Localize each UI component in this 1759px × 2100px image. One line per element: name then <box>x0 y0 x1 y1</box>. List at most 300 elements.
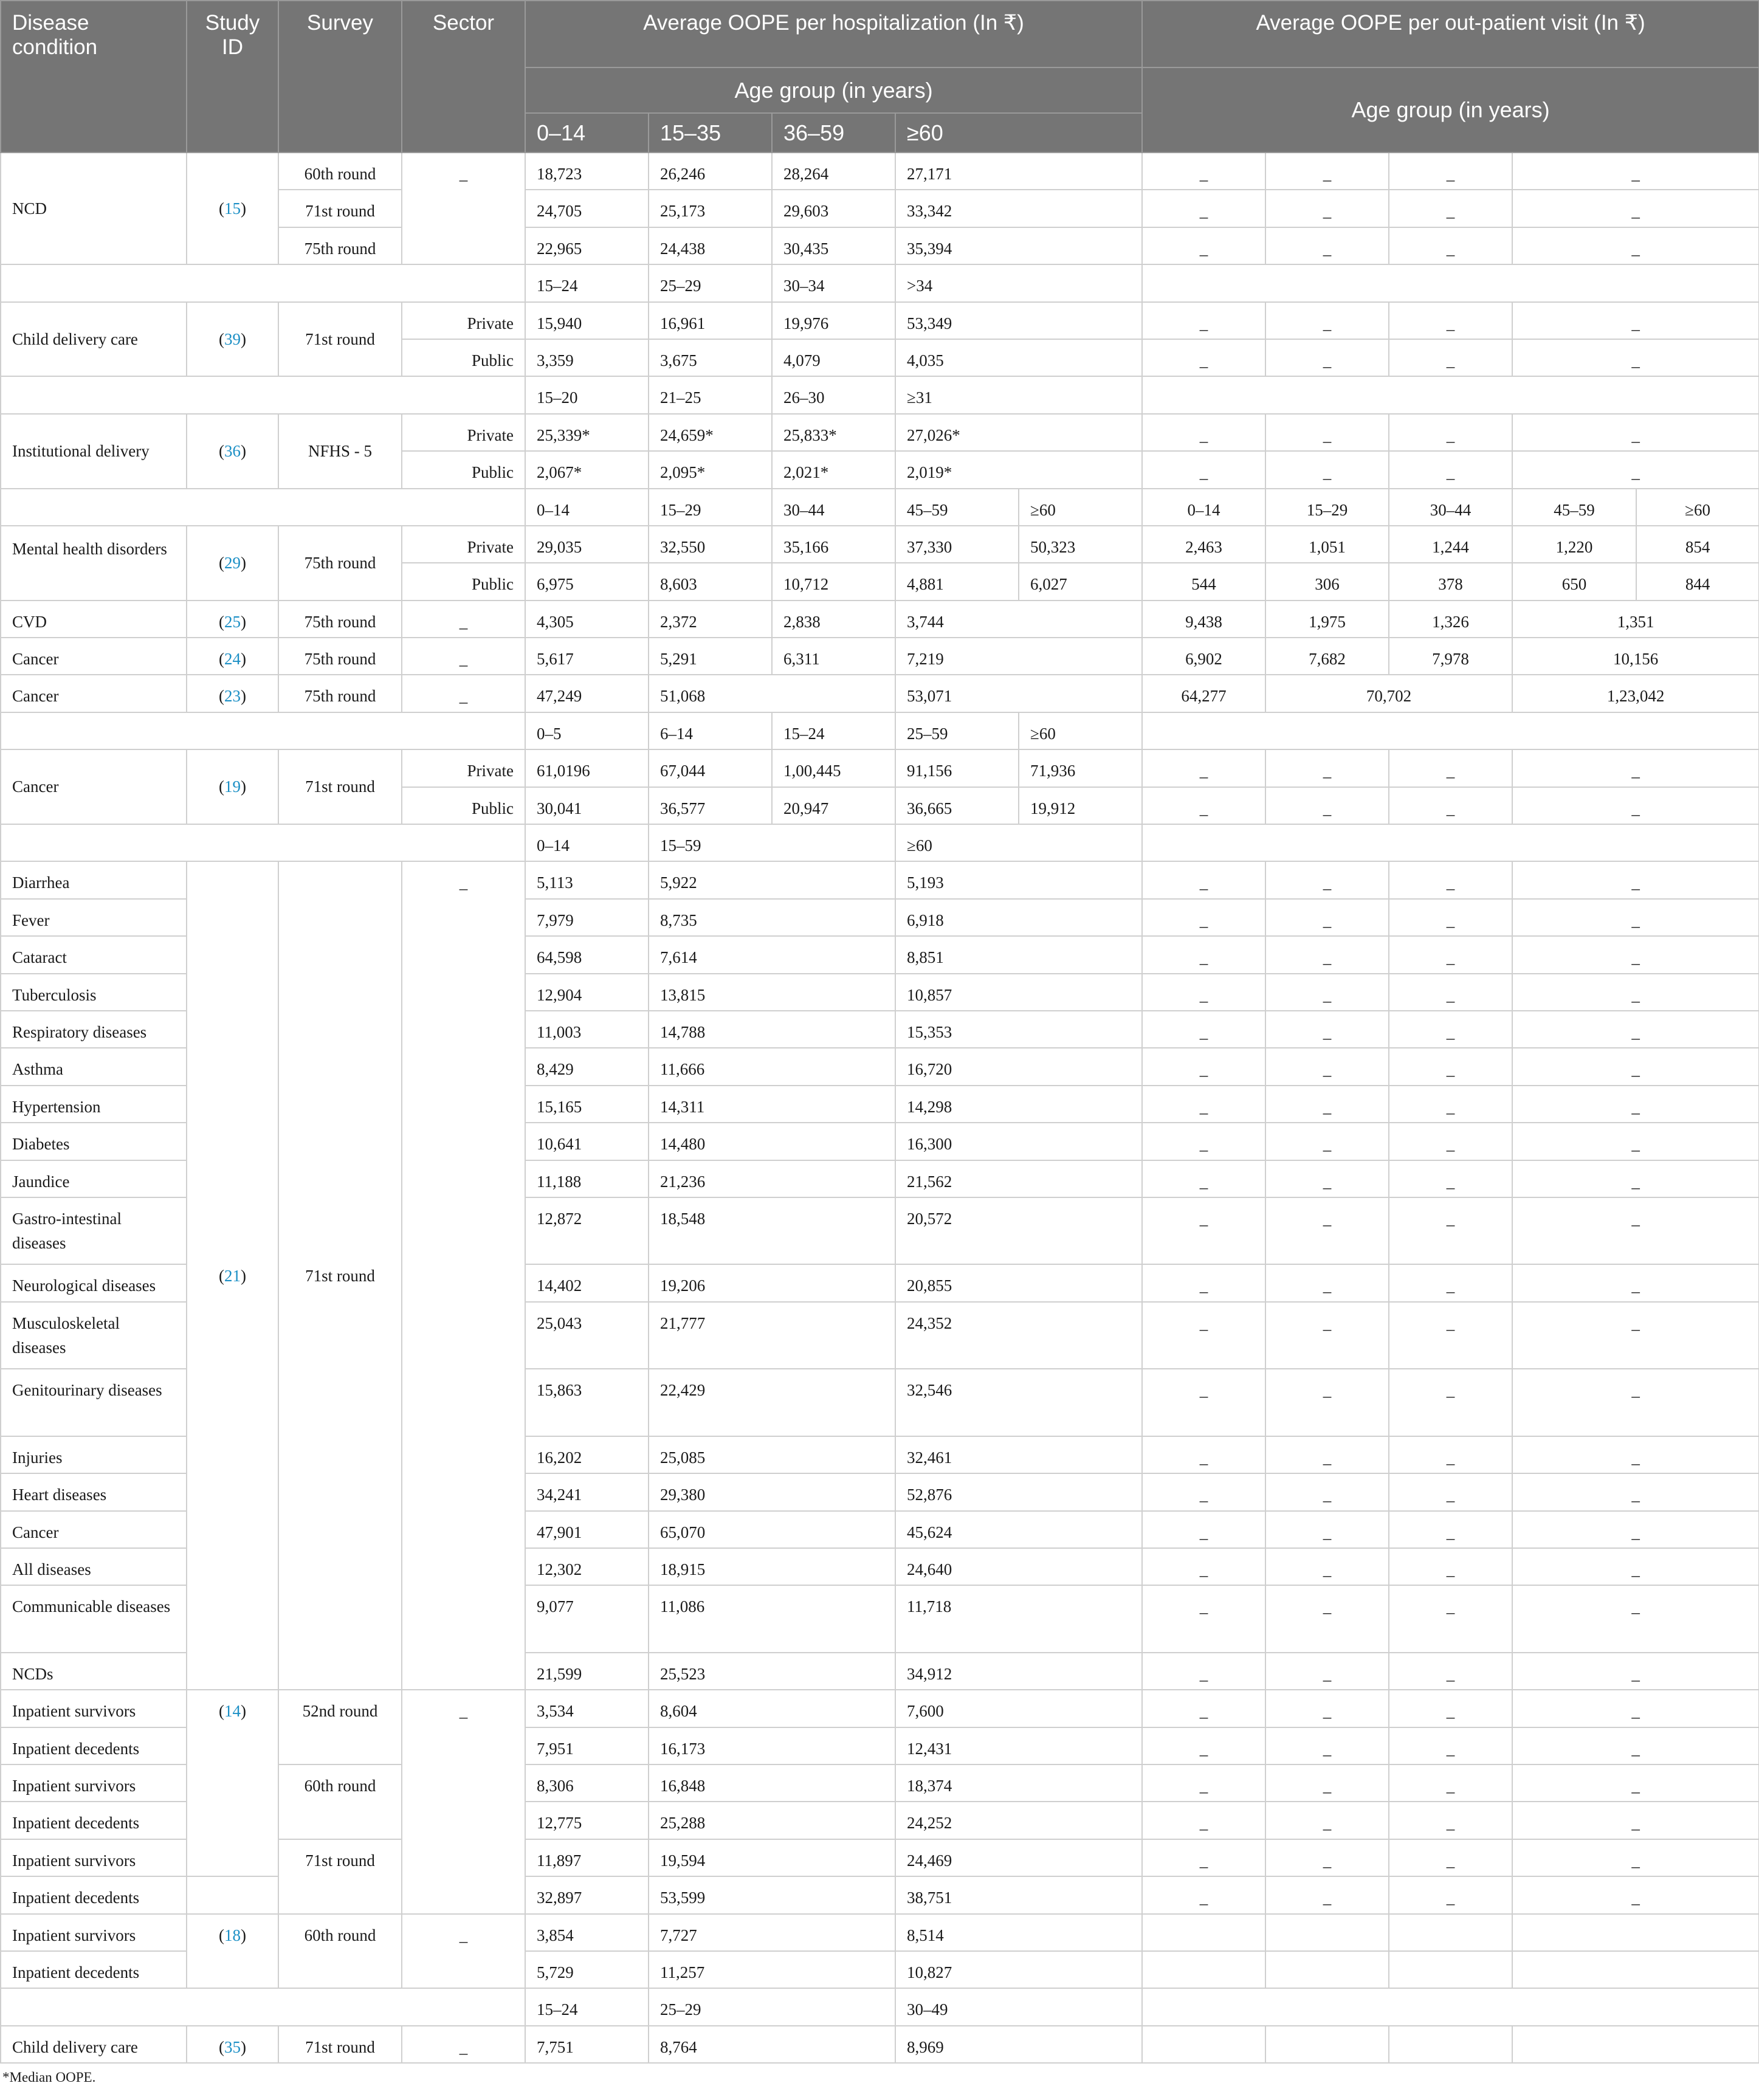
value-cell: 20,947 <box>772 787 895 824</box>
disease-label: Communicable diseases <box>1 1585 187 1653</box>
op-cell: _ <box>1265 1473 1389 1510</box>
op-cell: _ <box>1389 1839 1512 1876</box>
op-cell: _ <box>1389 1011 1512 1048</box>
study-ref-link[interactable]: 25 <box>224 612 241 631</box>
age-group-row <box>1 1988 1759 2025</box>
table-body <box>1 153 1759 861</box>
study-id-cell: (24) <box>187 638 278 675</box>
op-cell: _ <box>1389 787 1512 824</box>
op-cell: _ <box>1265 861 1389 898</box>
age-label: ≥31 <box>895 376 1142 413</box>
value-cell: 18,723 <box>525 153 649 190</box>
value-cell: 25,523 <box>649 1653 895 1690</box>
op-cell: _ <box>1142 190 1265 227</box>
op-cell: _ <box>1142 899 1265 936</box>
table-row <box>1 1876 1759 1913</box>
sector-cell: _ <box>402 675 525 712</box>
study-id-cell: (23) <box>187 675 278 712</box>
op-cell: _ <box>1265 1585 1389 1653</box>
study-id-cell: (21) <box>187 861 278 1690</box>
op-cell: _ <box>1512 1876 1759 1913</box>
op-cell: 1,244 <box>1389 526 1512 563</box>
op-cell: _ <box>1265 749 1389 787</box>
sector-cell: Private <box>402 302 525 339</box>
value-cell: 7,600 <box>895 1690 1142 1727</box>
age-label: 15–24 <box>525 264 649 301</box>
op-cell: _ <box>1265 1436 1389 1473</box>
value-cell: 71,936 <box>1019 749 1142 787</box>
value-cell: 8,604 <box>649 1690 895 1727</box>
op-cell: _ <box>1142 1690 1265 1727</box>
study-ref-link[interactable]: 39 <box>224 329 241 348</box>
survey-cell: 71st round <box>278 2026 402 2063</box>
sector-cell: Public <box>402 563 525 600</box>
value-cell: 25,339* <box>525 414 649 451</box>
disease-cancer: Cancer <box>1 749 187 824</box>
age-label: 15–24 <box>525 1988 649 2025</box>
op-cell: _ <box>1389 1802 1512 1839</box>
survey-cell: 71st round <box>278 861 402 1690</box>
op-cell: _ <box>1265 190 1389 227</box>
sector-cell: _ <box>402 1690 525 1913</box>
header-age-group-op: Age group (in years) <box>1142 67 1759 153</box>
op-cell: _ <box>1389 1436 1512 1473</box>
value-cell: 10,857 <box>895 974 1142 1011</box>
table-row <box>1 861 1759 898</box>
op-cell: _ <box>1265 1690 1389 1727</box>
value-cell: 53,071 <box>895 675 1142 712</box>
op-cell: _ <box>1142 302 1265 339</box>
sector-cell: Public <box>402 787 525 824</box>
op-cell: 1,051 <box>1265 526 1389 563</box>
value-cell: 65,070 <box>649 1511 895 1548</box>
value-cell: 19,976 <box>772 302 895 339</box>
op-cell: _ <box>1265 1302 1389 1369</box>
value-cell: 15,353 <box>895 1011 1142 1048</box>
value-cell: 18,374 <box>895 1764 1142 1802</box>
sector-cell: _ <box>402 2026 525 2063</box>
age-label: 26–30 <box>772 376 895 413</box>
op-cell: _ <box>1142 1011 1265 1048</box>
op-cell: _ <box>1512 1653 1759 1690</box>
age-label: 25–29 <box>649 1988 895 2025</box>
value-cell: 67,044 <box>649 749 772 787</box>
age-group-row <box>1 489 1759 526</box>
op-cell: _ <box>1142 1727 1265 1764</box>
op-cell: _ <box>1512 1473 1759 1510</box>
value-cell: 10,641 <box>525 1123 649 1160</box>
table-row <box>1 526 1759 563</box>
value-cell: 64,598 <box>525 936 649 973</box>
value-cell: 4,881 <box>895 563 1019 600</box>
value-cell: 29,603 <box>772 190 895 227</box>
value-cell: 8,514 <box>895 1914 1142 1951</box>
value-cell: 30,041 <box>525 787 649 824</box>
op-cell: _ <box>1389 1369 1512 1436</box>
op-cell: _ <box>1265 1011 1389 1048</box>
value-cell: 7,219 <box>895 638 1142 675</box>
disease-label: Tuberculosis <box>1 974 187 1011</box>
disease-label: Cancer <box>1 1511 187 1548</box>
age-label: 30–49 <box>895 1988 1142 2025</box>
op-cell: 7,682 <box>1265 638 1389 675</box>
op-cell: _ <box>1142 451 1265 488</box>
value-cell: 12,302 <box>525 1548 649 1585</box>
value-cell: 21,599 <box>525 1653 649 1690</box>
value-cell: 12,904 <box>525 974 649 1011</box>
op-cell: _ <box>1389 339 1512 376</box>
value-cell: 50,323 <box>1019 526 1142 563</box>
study-id-cell: (36) <box>187 414 278 489</box>
op-cell: 544 <box>1142 563 1265 600</box>
value-cell: 11,666 <box>649 1048 895 1085</box>
survey-cell: 71st round <box>278 1839 402 1914</box>
value-cell: 3,675 <box>649 339 772 376</box>
op-cell: _ <box>1142 153 1265 190</box>
op-cell: _ <box>1142 1548 1265 1585</box>
op-cell: _ <box>1265 227 1389 264</box>
value-cell: 29,380 <box>649 1473 895 1510</box>
value-cell: 6,027 <box>1019 563 1142 600</box>
op-cell: 9,438 <box>1142 601 1265 638</box>
op-cell: 70,702 <box>1265 675 1512 712</box>
op-cell: 1,975 <box>1265 601 1389 638</box>
value-cell: 3,744 <box>895 601 1142 638</box>
value-cell: 20,855 <box>895 1264 1142 1301</box>
value-cell: 19,912 <box>1019 787 1142 824</box>
value-cell: 13,815 <box>649 974 895 1011</box>
op-cell: _ <box>1265 899 1389 936</box>
header-age-60-plus: ≥60 <box>895 113 1142 153</box>
disease-label: Inpatient decedents <box>1 1951 187 1988</box>
op-cell: _ <box>1389 749 1512 787</box>
op-cell: _ <box>1389 1690 1512 1727</box>
op-cell: _ <box>1142 1436 1265 1473</box>
op-cell: _ <box>1512 749 1759 787</box>
age-label: 15–24 <box>772 712 895 749</box>
table-footnote: *Median OOPE. <box>2 2070 96 2085</box>
op-cell: 2,463 <box>1142 526 1265 563</box>
op-cell: _ <box>1265 1653 1389 1690</box>
value-cell: 12,872 <box>525 1197 649 1265</box>
age-group-row <box>1 824 1759 861</box>
study-id-cell <box>187 1876 278 1913</box>
disease-ncd: NCD <box>1 153 187 264</box>
value-cell: 8,603 <box>649 563 772 600</box>
op-cell: _ <box>1512 1011 1759 1048</box>
study-ref-link[interactable]: 18 <box>224 1926 241 1944</box>
study-ref-link[interactable]: 15 <box>224 199 241 218</box>
value-cell: 32,461 <box>895 1436 1142 1473</box>
value-cell: 14,311 <box>649 1086 895 1123</box>
op-cell: _ <box>1142 1264 1265 1301</box>
op-cell: _ <box>1512 1690 1759 1727</box>
disease-label: Diabetes <box>1 1123 187 1160</box>
table-row <box>1 153 1759 190</box>
op-cell: 854 <box>1636 526 1759 563</box>
op-cell: _ <box>1512 1123 1759 1160</box>
age-label: 25–59 <box>895 712 1019 749</box>
table-row <box>1 302 1759 339</box>
op-cell: _ <box>1265 1839 1389 1876</box>
value-cell: 24,469 <box>895 1839 1142 1876</box>
age-label: 30–34 <box>772 264 895 301</box>
table-row <box>1 414 1759 451</box>
disease-child-delivery: Child delivery care <box>1 2026 187 2063</box>
value-cell: 32,546 <box>895 1369 1142 1436</box>
age-label: ≥60 <box>1019 489 1142 526</box>
value-cell: 24,640 <box>895 1548 1142 1585</box>
value-cell: 12,775 <box>525 1802 649 1839</box>
sector-cell: Private <box>402 414 525 451</box>
value-cell: 38,751 <box>895 1876 1142 1913</box>
table-row <box>1 1690 1759 1727</box>
age-label: 0–14 <box>1142 489 1265 526</box>
op-cell: _ <box>1142 1802 1265 1839</box>
header-study-id: Study ID <box>187 1 278 153</box>
op-cell: _ <box>1265 1727 1389 1764</box>
value-cell: 22,429 <box>649 1369 895 1436</box>
op-cell: _ <box>1389 1876 1512 1913</box>
op-cell: _ <box>1512 1511 1759 1548</box>
sector-cell: Public <box>402 339 525 376</box>
value-cell: 51,068 <box>649 675 895 712</box>
age-label: 45–59 <box>895 489 1019 526</box>
value-cell: 8,306 <box>525 1764 649 1802</box>
survey-cell: 60th round <box>278 153 402 190</box>
age-label: 0–14 <box>525 824 649 861</box>
op-cell: _ <box>1512 1302 1759 1369</box>
age-label: 15–59 <box>649 824 895 861</box>
value-cell: 35,166 <box>772 526 895 563</box>
op-cell: _ <box>1512 190 1759 227</box>
op-cell: _ <box>1142 1653 1265 1690</box>
op-cell: _ <box>1512 1764 1759 1802</box>
op-cell: _ <box>1265 787 1389 824</box>
table-row <box>1 601 1759 638</box>
sector-cell: _ <box>402 861 525 1690</box>
op-cell: _ <box>1512 451 1759 488</box>
value-cell: 30,435 <box>772 227 895 264</box>
survey-cell: 52nd round <box>278 1690 402 1764</box>
op-cell: _ <box>1142 1369 1265 1436</box>
header-age-group-hosp: Age group (in years) <box>525 67 1142 113</box>
op-cell: _ <box>1389 899 1512 936</box>
study-id-cell: (35) <box>187 2026 278 2063</box>
op-cell: 1,351 <box>1512 601 1759 638</box>
age-group-row <box>1 264 1759 301</box>
op-cell: _ <box>1142 227 1265 264</box>
op-cell: _ <box>1512 1839 1759 1876</box>
value-cell: 32,897 <box>525 1876 649 1913</box>
op-cell: 1,220 <box>1512 526 1636 563</box>
op-cell: _ <box>1512 1264 1759 1301</box>
study-21-block <box>1 861 1759 1690</box>
op-cell: _ <box>1389 190 1512 227</box>
op-cell: _ <box>1512 339 1759 376</box>
sector-cell: Public <box>402 451 525 488</box>
value-cell: 25,833* <box>772 414 895 451</box>
disease-label: Inpatient survivors <box>1 1839 187 1876</box>
op-cell: 1,23,042 <box>1512 675 1759 712</box>
survey-cell: 75th round <box>278 638 402 675</box>
disease-label: Inpatient survivors <box>1 1914 187 1951</box>
header-outpatient: Average OOPE per out-patient visit (In ₹) <box>1142 1 1759 67</box>
value-cell: 8,851 <box>895 936 1142 973</box>
value-cell: 8,429 <box>525 1048 649 1085</box>
disease-label: Inpatient decedents <box>1 1802 187 1839</box>
value-cell: 36,577 <box>649 787 772 824</box>
disease-label: Jaundice <box>1 1160 187 1197</box>
value-cell: 36,665 <box>895 787 1019 824</box>
study-ref-link[interactable]: 29 <box>224 554 241 573</box>
value-cell: 15,863 <box>525 1369 649 1436</box>
value-cell: 35,394 <box>895 227 1142 264</box>
value-cell: 7,751 <box>525 2026 649 2063</box>
survey-cell: 60th round <box>278 1914 402 1989</box>
value-cell: 5,617 <box>525 638 649 675</box>
value-cell: 24,705 <box>525 190 649 227</box>
table-header <box>1 1 1759 153</box>
study-id-cell: (19) <box>187 749 278 824</box>
disease-label: Inpatient decedents <box>1 1876 187 1913</box>
disease-label: Hypertension <box>1 1086 187 1123</box>
value-cell: 19,206 <box>649 1264 895 1301</box>
value-cell: 4,035 <box>895 339 1142 376</box>
age-label: 45–59 <box>1512 489 1636 526</box>
op-cell: _ <box>1512 1548 1759 1585</box>
value-cell: 24,659* <box>649 414 772 451</box>
value-cell: 11,086 <box>649 1585 895 1653</box>
study-id-cell: (18) <box>187 1914 278 1989</box>
op-cell: _ <box>1265 1511 1389 1548</box>
value-cell: 7,614 <box>649 936 895 973</box>
op-cell: _ <box>1389 153 1512 190</box>
op-cell: _ <box>1142 1048 1265 1085</box>
op-cell: _ <box>1265 1197 1389 1265</box>
table-row <box>1 2026 1759 2063</box>
value-cell: 5,729 <box>525 1951 649 1988</box>
value-cell: 4,305 <box>525 601 649 638</box>
survey-cell: 75th round <box>278 601 402 638</box>
op-cell: 64,277 <box>1142 675 1265 712</box>
disease-label: Gastro-intestinal diseases <box>1 1197 187 1265</box>
op-cell: 844 <box>1636 563 1759 600</box>
value-cell: 5,193 <box>895 861 1142 898</box>
value-cell: 25,288 <box>649 1802 895 1839</box>
study-id-cell: (39) <box>187 302 278 377</box>
disease-label: Injuries <box>1 1436 187 1473</box>
disease-mental-health: Mental health disorders <box>1 526 187 601</box>
disease-label: Neurological diseases <box>1 1264 187 1301</box>
disease-label: Diarrhea <box>1 861 187 898</box>
table-row <box>1 675 1759 712</box>
value-cell: 6,975 <box>525 563 649 600</box>
sector-cell: _ <box>402 638 525 675</box>
disease-label: All diseases <box>1 1548 187 1585</box>
disease-label: Genitourinary diseases <box>1 1369 187 1436</box>
value-cell: 11,188 <box>525 1160 649 1197</box>
value-cell: 11,003 <box>525 1011 649 1048</box>
op-cell: _ <box>1142 861 1265 898</box>
value-cell: 61,0196 <box>525 749 649 787</box>
disease-label: Asthma <box>1 1048 187 1085</box>
study-ref-link[interactable]: 21 <box>224 1266 241 1285</box>
survey-cell: 71st round <box>278 302 402 377</box>
value-cell: 15,940 <box>525 302 649 339</box>
op-cell: _ <box>1265 1369 1389 1436</box>
age-label: >34 <box>895 264 1142 301</box>
value-cell: 21,236 <box>649 1160 895 1197</box>
study-ref-link[interactable]: 36 <box>224 441 241 460</box>
op-cell: _ <box>1142 1086 1265 1123</box>
op-cell: _ <box>1142 974 1265 1011</box>
op-cell: _ <box>1265 1123 1389 1160</box>
value-cell: 16,848 <box>649 1764 895 1802</box>
study-ref-link[interactable]: 23 <box>224 687 241 706</box>
disease-label: Inpatient survivors <box>1 1690 187 1727</box>
header-survey: Survey <box>278 1 402 153</box>
study-ref-link[interactable]: 14 <box>224 1702 241 1721</box>
survey-cell: 75th round <box>278 526 402 601</box>
value-cell: 2,372 <box>649 601 772 638</box>
value-cell: 34,241 <box>525 1473 649 1510</box>
op-cell: _ <box>1265 414 1389 451</box>
op-cell: _ <box>1265 1802 1389 1839</box>
study-id-cell: (15) <box>187 153 278 264</box>
value-cell: 1,00,445 <box>772 749 895 787</box>
age-label: 30–44 <box>772 489 895 526</box>
value-cell: 6,918 <box>895 899 1142 936</box>
op-cell: _ <box>1265 451 1389 488</box>
survey-cell: 75th round <box>278 227 402 264</box>
study-ref-link[interactable]: 35 <box>224 2037 241 2056</box>
value-cell: 16,173 <box>649 1727 895 1764</box>
op-cell: _ <box>1512 302 1759 339</box>
survey-cell: NFHS - 5 <box>278 414 402 489</box>
study-ref-link[interactable]: 19 <box>224 777 241 796</box>
age-label: ≥60 <box>895 824 1142 861</box>
disease-label: Respiratory diseases <box>1 1011 187 1048</box>
study-id-cell: (14) <box>187 1690 278 1876</box>
op-cell: _ <box>1389 974 1512 1011</box>
op-cell: 6,902 <box>1142 638 1265 675</box>
age-label: 0–14 <box>525 489 649 526</box>
sector-cell: _ <box>402 601 525 638</box>
op-cell: _ <box>1389 1653 1512 1690</box>
op-cell: _ <box>1389 936 1512 973</box>
value-cell: 14,480 <box>649 1123 895 1160</box>
table-row <box>1 1914 1759 1951</box>
sector-cell: Private <box>402 749 525 787</box>
op-cell: _ <box>1389 227 1512 264</box>
value-cell: 7,727 <box>649 1914 895 1951</box>
op-cell: _ <box>1389 1302 1512 1369</box>
op-cell: _ <box>1142 787 1265 824</box>
op-cell: _ <box>1142 1197 1265 1265</box>
value-cell: 47,901 <box>525 1511 649 1548</box>
op-cell: _ <box>1142 339 1265 376</box>
value-cell: 27,026* <box>895 414 1142 451</box>
value-cell: 34,912 <box>895 1653 1142 1690</box>
age-label: 15–29 <box>1265 489 1389 526</box>
op-cell: _ <box>1512 414 1759 451</box>
op-cell: _ <box>1512 787 1759 824</box>
study-ref-link[interactable]: 24 <box>224 650 241 669</box>
header-sector: Sector <box>402 1 525 153</box>
op-cell: _ <box>1265 1160 1389 1197</box>
op-cell: _ <box>1265 1086 1389 1123</box>
